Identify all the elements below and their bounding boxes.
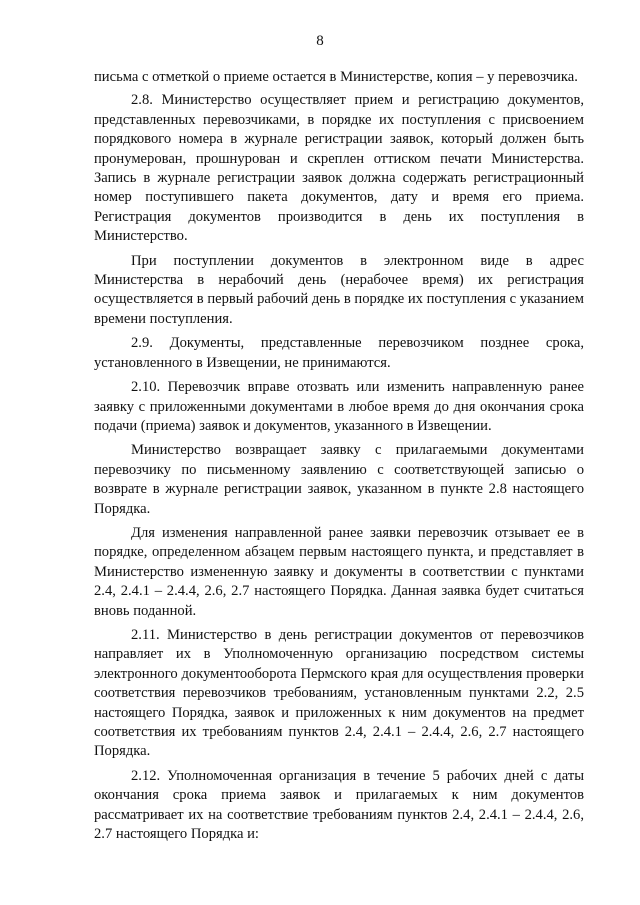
paragraph-2-10: 2.10. Перевозчик вправе отозвать или изменить направленную ранее заявку с приложенными документами в любое время до дня окончания срока подачи (приема) заявок и документов, указанного в Извещении. xyxy=(94,379,584,434)
paragraph-2-12: 2.12. Уполномоченная организация в течение 5 рабочих дней с даты окончания срока приема заявок и прилагаемых к ним документов рассматривает их на соответствие требованиям пунктов 2.4, 2.4.1 – 2.4.4, 2.6, 2.7 настоящего Порядка и: xyxy=(94,767,584,843)
paragraph-electronic-receipt: При поступлении документов в электронном виде в адрес Министерства в нерабочий день (нерабочее время) их регистрация осуществляется в первый рабочий день в порядке их поступления с указанием времени поступления. xyxy=(94,252,584,327)
paragraph-2-11: 2.11. Министерство в день регистрации документов от перевозчиков направляет их в Уполномоченную организацию посредством системы электронного документооборота Пермского края для осуществления проверки соответствия перевозчиков требованиям, установленным пунктами 2.2, 2.5 настоящего Порядка, заявок и приложенных к ним документов на предмет соответствия их требованиям пунктов 2.4, 2.4.1 – 2.4.4, 2.6, 2.7 настоящего Порядка. xyxy=(94,626,584,760)
paragraph-continuation: письма с отметкой о приеме остается в Министерстве, копия – у перевозчика. xyxy=(94,69,578,85)
paragraph-return-application: Министерство возвращает заявку с прилагаемыми документами перевозчику по письменному заявлению с соответствующей записью о возврате в журнале регистрации заявок, указанном в пункте 2.8 настоящего Порядка. xyxy=(94,442,584,517)
paragraph-2-9: 2.9. Документы, представленные перевозчиком позднее срока, установленного в Извещении, не принимаются. xyxy=(94,335,584,371)
page-number: 8 xyxy=(316,33,324,49)
paragraph-2-8: 2.8. Министерство осуществляет прием и регистрацию документов, представленных перевозчиками, в порядке их поступления с присвоением порядкового номера в журнале регистрации заявок, который должен быть пронумерован, прошнурован и скреплен оттиском печати Министерства. Запись в журнале регистрации заявок должна содержать регистрационный номер поступившего пакета документов, дату и время его приема. Регистрация документов производится в день их поступления в Министерство. xyxy=(94,92,584,245)
document-body xyxy=(94,68,584,849)
paragraph-change-application: Для изменения направленной ранее заявки перевозчик отзывает ее в порядке, определенном абзацем первым настоящего пункта, и представляет в Министерство измененную заявку и документы в соответствии с пунктами 2.4, 2.4.1 – 2.4.4, 2.6, 2.7 настоящего Порядка. Данная заявка будет считаться вновь поданной. xyxy=(94,524,584,619)
